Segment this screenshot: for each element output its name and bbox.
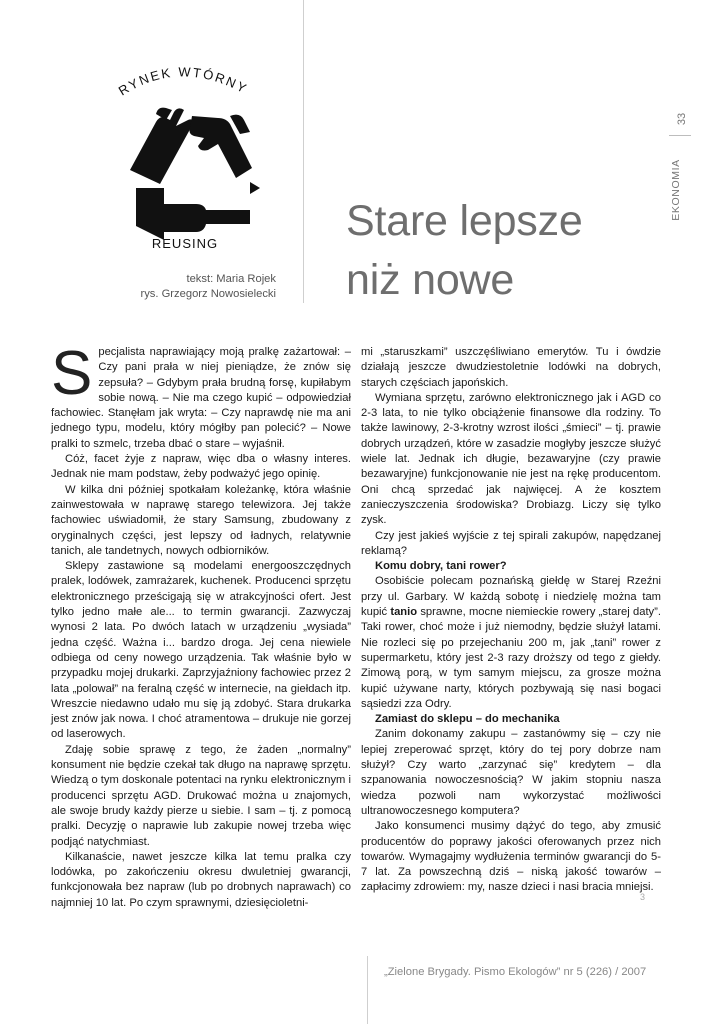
paragraph — [361, 574, 661, 712]
paragraph: W kilka dni później spotkałam koleżankę, która właśnie zainwestowała w naprawę starego telewizora. Jej także fachowiec uświadomił, że stary Samsung, zbudowany z oryginalnych części, jest lepszy od ładnych, relatywnie tanich, ale tandetnych, nowych odbiorników. — [51, 483, 351, 557]
title-line-1: Stare lepsze — [346, 197, 583, 245]
page-number — [674, 113, 690, 125]
article-column-left — [51, 339, 351, 911]
title-line-2: niż nowe — [346, 256, 515, 304]
logo-bottom-text: REUSING — [151, 236, 219, 251]
drop-cap: S — [51, 339, 93, 408]
divider-line-bottom — [367, 956, 368, 1024]
bold-word: tanio — [390, 606, 418, 619]
end-mark: 3 — [640, 892, 646, 902]
footer-publication: „Zielone Brygady. Pismo Ekologów” nr 5 (226) / 2007 — [384, 966, 647, 978]
paragraph: Kilkanaście, nawet jeszcze kilka lat temu pralka czy lodówka, po zakończeniu okresu dwuletniej gwarancji, funkcjonowała bez napraw (lub po drobnych naprawach) co najmniej 10 lat. Po czym sprawnymi, dziesięcioletni- — [51, 850, 351, 909]
paragraph-text: sprawne, mocne niemieckie rowery „starej daty”. Taki rower, choć może i już niemodny, będzie służył latami. Nie rozleci się po przejechaniu 200 m, jak „tani” rower z supermarketu, który jest 2-3 razy droższy od tego z giełdy. Zimową porą, w tym samym miejscu, za grosze można kupić używane narty, których pozbywają się nasi bogaci sąsiedzi zza Odry. — [361, 606, 661, 710]
hand-arrow-top-left-icon — [130, 108, 194, 184]
hand-arrow-bottom-icon — [136, 182, 260, 240]
article-column-right — [361, 345, 661, 896]
paragraph: Wymiana sprzętu, zarówno elektronicznego jak i AGD co 2-3 lata, to nie tylko obciążenie finansowe dla rodziny. To także lawinowy, 2-3-krotny wzrost ilości „śmieci” – tj. prawie dobrych urządzeń, które w zasadzie mogłyby jeszcze służyć wiele lat. Jednak ich długie, bezawaryjne (czy prawie bezawaryjne) funkcjonowanie nie jest na rękę producentom. Oni chcą sprzedać jak najwięcej. A że kosztem zanieczyszczenia środowiska? Drobiazg. Liczy się tylko zysk. — [361, 391, 661, 527]
paragraph: mi „staruszkami” uszczęśliwiano emerytów. Tu i ówdzie działają jeszcze dwudziestoletnie lodówki na dobrych, starych częściach japońskich. — [361, 346, 661, 389]
article-title — [346, 192, 626, 310]
paragraph: Cóż, facet żyje z napraw, więc dba o własny interes. Jednak nie mam podstaw, żeby podważyć jego opinię. — [51, 453, 351, 481]
paragraph: Jako konsumenci musimy dążyć do tego, aby zmusić producentów do poprawy jakości oferowanych przez nich towarów. Wymagajmy wydłużenia terminów gwarancji do 5-7 lat. Za powszechną dziś – niską jakość towarów – zapłacimy zdrowiem: my, nasze dzieci i nasi bracia mniejsi. — [361, 820, 661, 894]
section-label: EKONOMIA — [670, 159, 682, 221]
paragraph: Zanim dokonamy zakupu – zastanówmy się – czy nie lepiej zreperować sprzęt, który do tej pory dobrze nam służył? Czy warto „zarzynać się” kredytem – dla szpanowania nowoczesnością? W jakim stopniu nasza wiedza pozwoli nam wykorzystać możliwości ultranowoczesnego komputera? — [361, 728, 661, 817]
text-author: tekst: Maria Rojek — [186, 273, 276, 285]
divider-line-top — [303, 0, 304, 303]
recycling-hands-logo — [100, 60, 270, 260]
paragraph: Sklepy zastawione są modelami energooszczędnych pralek, lodówek, zamrażarek, kuchenek. Producenci sprzętu elektronicznego prześcigają się w atrakcyjności ofert. Jest tylko jedno małe ale... to termin gwarancji. Zazwyczaj wynosi 2 lata. Po dwóch latach w urządzeniu „wysiada” jedna część. Ważna i... bardzo droga. Jej cena niewiele odbiega od ceny nowego urządzenia. Tak właśnie było w przypadku mojej drukarki. Zaprzyjaźniony fachowiec przez 2 lata „polował” na feralną część w internecie, na giełdach itp. Wreszcie niedawno udało mu się ją zdobyć. Stara drukarka jest znów jak nowa. I choć atramentowa – drukuje nie gorzej od laserowych. — [51, 560, 351, 741]
page-number-text: 33 — [676, 112, 688, 126]
illustration-author: rys. Grzegorz Nowosielecki — [140, 288, 276, 300]
credits — [60, 272, 276, 302]
hand-arrow-top-right-icon — [190, 115, 253, 178]
paragraph: Zdaję sobie sprawę z tego, że żaden „normalny” konsument nie będzie czekał tak długo na naprawę sprzętu. Wiedzą o tym doskonale potentaci na rynku elektronicznym i producenci sprzętu AGD. Drukować można u znajomych, ale swoje brudy każdy pierze u siebie. I sam – tj. z pomocą pralki. Decyzję o naprawie lub zakupie nowej trzeba więc podjąć natychmiast. — [51, 743, 351, 848]
subheading: Komu dobry, tani rower? — [375, 560, 507, 573]
paragraph: pecjalista naprawiający moją pralkę zażartował: – Czy pani prała w niej pieniądze, że znów się zepsuła? – Gdybym prała brudną forsę, kupiłabym sobie nową. – Nie ma czego kupić – odpowiedział fachowiec. Stanęłam jak wryta: – Czy naprawdę nie ma ani jednego typu, modelu, który mógłby pan polecić? – Nowe pralki to szmelc, trzeba dbać o stare – wyjaśnił. — [51, 346, 351, 450]
paragraph-text: Osobiście polecam poznańską giełdę w Starej Rzeźni przy ul. Garbary. W każdą sobotę i niedzielę można tam kupić — [361, 575, 661, 619]
side-divider — [669, 135, 691, 136]
subheading: Zamiast do sklepu – do mechanika — [375, 713, 560, 726]
logo-arc-text: RYNEK WTÓRNY — [115, 64, 251, 99]
paragraph: Czy jest jakieś wyjście z tej spirali zakupów, napędzanej reklamą? — [361, 529, 661, 557]
